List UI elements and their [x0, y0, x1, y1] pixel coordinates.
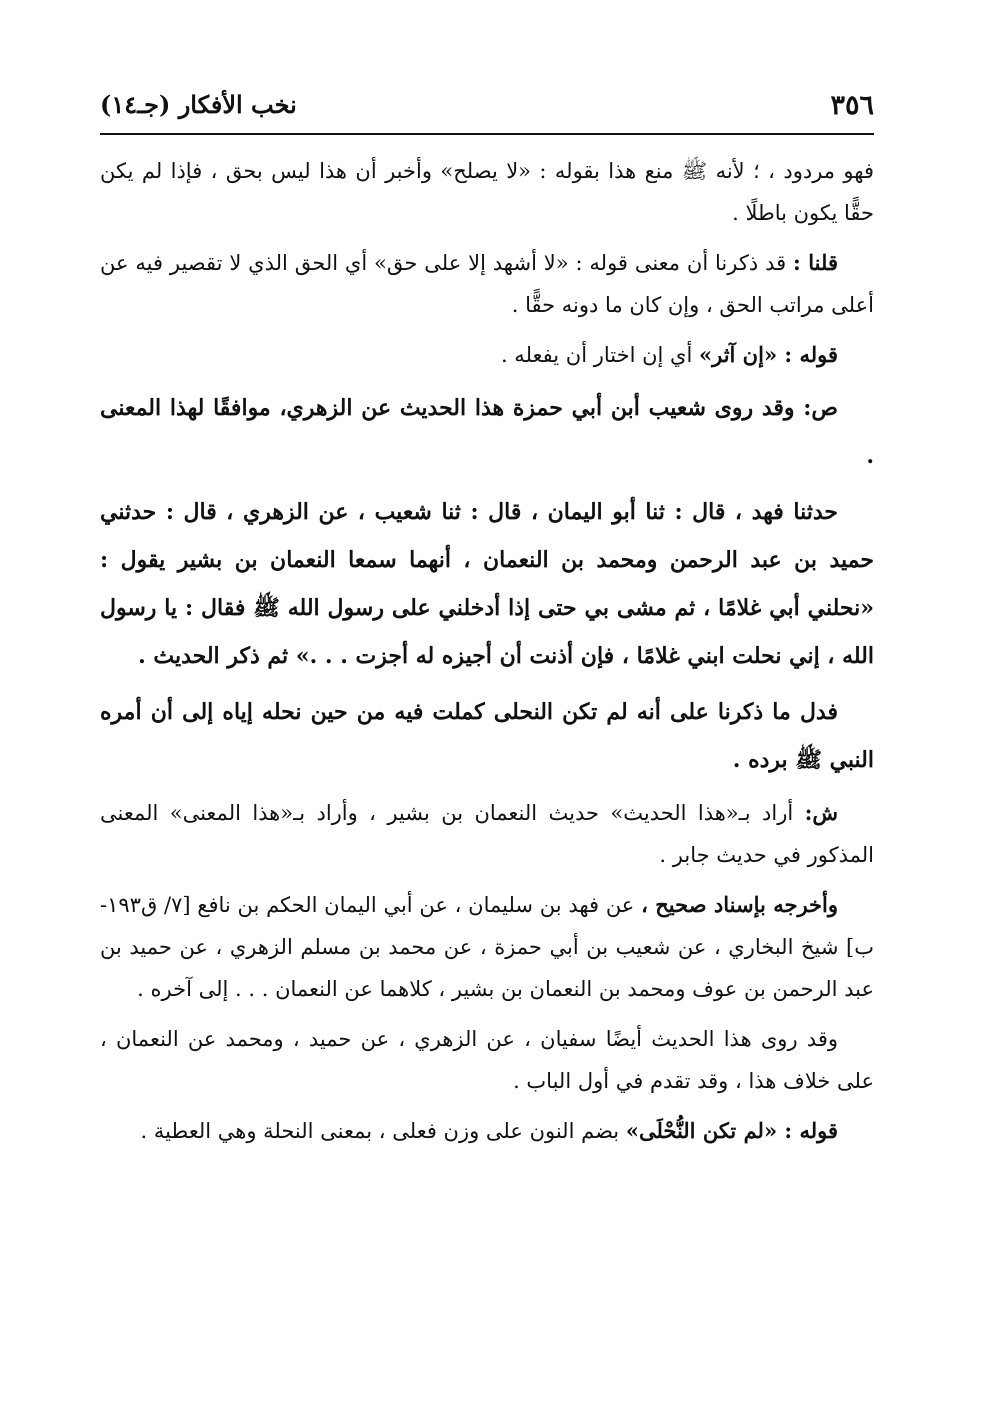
paragraph-text: أي إن اختار أن يفعله .	[500, 343, 693, 367]
paragraph-text: أراد بـ«هذا الحديث» حديث النعمان بن بشير ، وأراد بـ«هذا المعنى» المعنى المذكور في حديث جابر .	[100, 801, 874, 867]
paragraph-lead: قلنا :	[793, 250, 838, 275]
header-rule	[100, 133, 874, 135]
running-title: نخب الأفكار (جـ١٤)	[100, 90, 297, 119]
paragraph-text: وقد روى هذا الحديث أيضًا سفيان ، عن الزهري ، عن حميد ، ومحمد عن النعمان ، على خلاف هذا ، وقد تقدم في أول الباب .	[100, 1027, 874, 1093]
paragraph-text: حدثنا فهد ، قال : ثنا أبو اليمان ، قال : ثنا شعيب ، عن الزهري ، قال : حدثني حميد بن عبد الرحمن ومحمد بن النعمان ، أنهما سمعا النعمان بن بشير يقول : «نحلني أبي غلامًا ، ثم مشى بي حتى إذا أدخلني على رسول الله ﷺ فقال : يا رسول الله ، إني نحلت ابني غلامًا ، فإن أذنت أن أجيزه له أجزت . . .» ثم ذكر الحديث .	[100, 499, 874, 669]
page-header	[100, 88, 874, 128]
paragraph-text: قد ذكرنا أن معنى قوله : «لا أشهد إلا على حق» أي الحق الذي لا تقصير فيه عن أعلى مراتب الحق ، وإن كان ما دونه حقًّا .	[100, 251, 874, 317]
page-number: ٣٥٦	[830, 90, 874, 121]
paragraph-6	[100, 688, 874, 784]
paragraph-text: فهو مردود ، ؛ لأنه ﷺ منع هذا بقوله : «لا يصلح» وأخبر أن هذا ليس بحق ، فإذا لم يكن حقًّا يكون باطلًا .	[100, 159, 874, 225]
paragraph-4	[100, 384, 874, 480]
paragraph-3	[100, 334, 874, 376]
paragraph-1	[100, 150, 874, 234]
paragraph-8	[100, 884, 874, 1010]
paragraph-lead: ش:	[804, 800, 838, 825]
paragraph-5	[100, 488, 874, 680]
paragraph-lead: قوله : «إن آثر»	[698, 342, 838, 367]
paragraph-lead: قوله : «لم تكن النُّحْلَى»	[625, 1118, 838, 1143]
paragraph-text: وقد روى شعيب أبن أبي حمزة هذا الحديث عن الزهري، موافقًا لهذا المعنى .	[100, 395, 874, 469]
paragraph-10	[100, 1110, 874, 1152]
paragraph-lead: وأخرجه بإسناد صحيح ،	[641, 892, 839, 917]
paragraph-9	[100, 1018, 874, 1102]
paragraph-text: عن فهد بن سليمان ، عن أبي اليمان الحكم بن نافع [٧/ ق١٩٣-ب] شيخ البخاري ، عن شعيب بن أبي حمزة ، عن محمد بن مسلم الزهري ، عن حميد بن عبد الرحمن بن عوف ومحمد بن النعمان بن بشير ، كلاهما عن النعمان . . . إلى آخره .	[100, 893, 874, 1001]
paragraph-lead: ص:	[803, 395, 838, 421]
paragraph-text: فدل ما ذكرنا على أنه لم تكن النحلى كملت فيه من حين نحله إياه إلى أن أمره النبي ﷺ برده .	[100, 699, 874, 773]
paragraph-text: بضم النون على وزن فعلى ، بمعنى النحلة وهي العطية .	[140, 1119, 620, 1143]
paragraph-2	[100, 242, 874, 326]
body-text	[100, 150, 874, 1160]
paragraph-7	[100, 792, 874, 876]
